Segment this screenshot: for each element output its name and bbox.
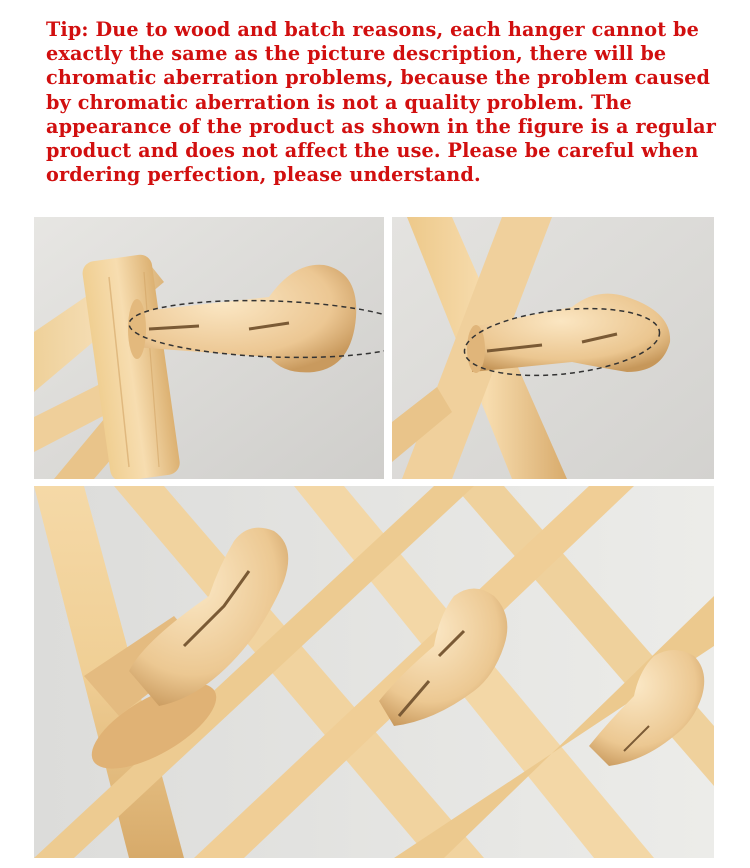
peg-closeup-photo-left [34, 217, 384, 479]
wooden-peg-with-crack-icon [34, 217, 384, 479]
wooden-accordion-rack-icon [34, 486, 714, 858]
rack-overview-photo [34, 486, 714, 858]
peg-closeup-photo-right [392, 217, 714, 479]
tip-text: Tip: Due to wood and batch reasons, each hanger cannot be exactly the same as the picture description, there will be chromatic aberration problems, because the problem caused by chromatic aberration is not a quality problem. The appearance of the product as shown in the figure is a regular product and does not affect the use. Please be careful when ordering perfection, please understand. [46, 18, 717, 187]
wooden-peg-with-crack-icon [392, 217, 714, 479]
